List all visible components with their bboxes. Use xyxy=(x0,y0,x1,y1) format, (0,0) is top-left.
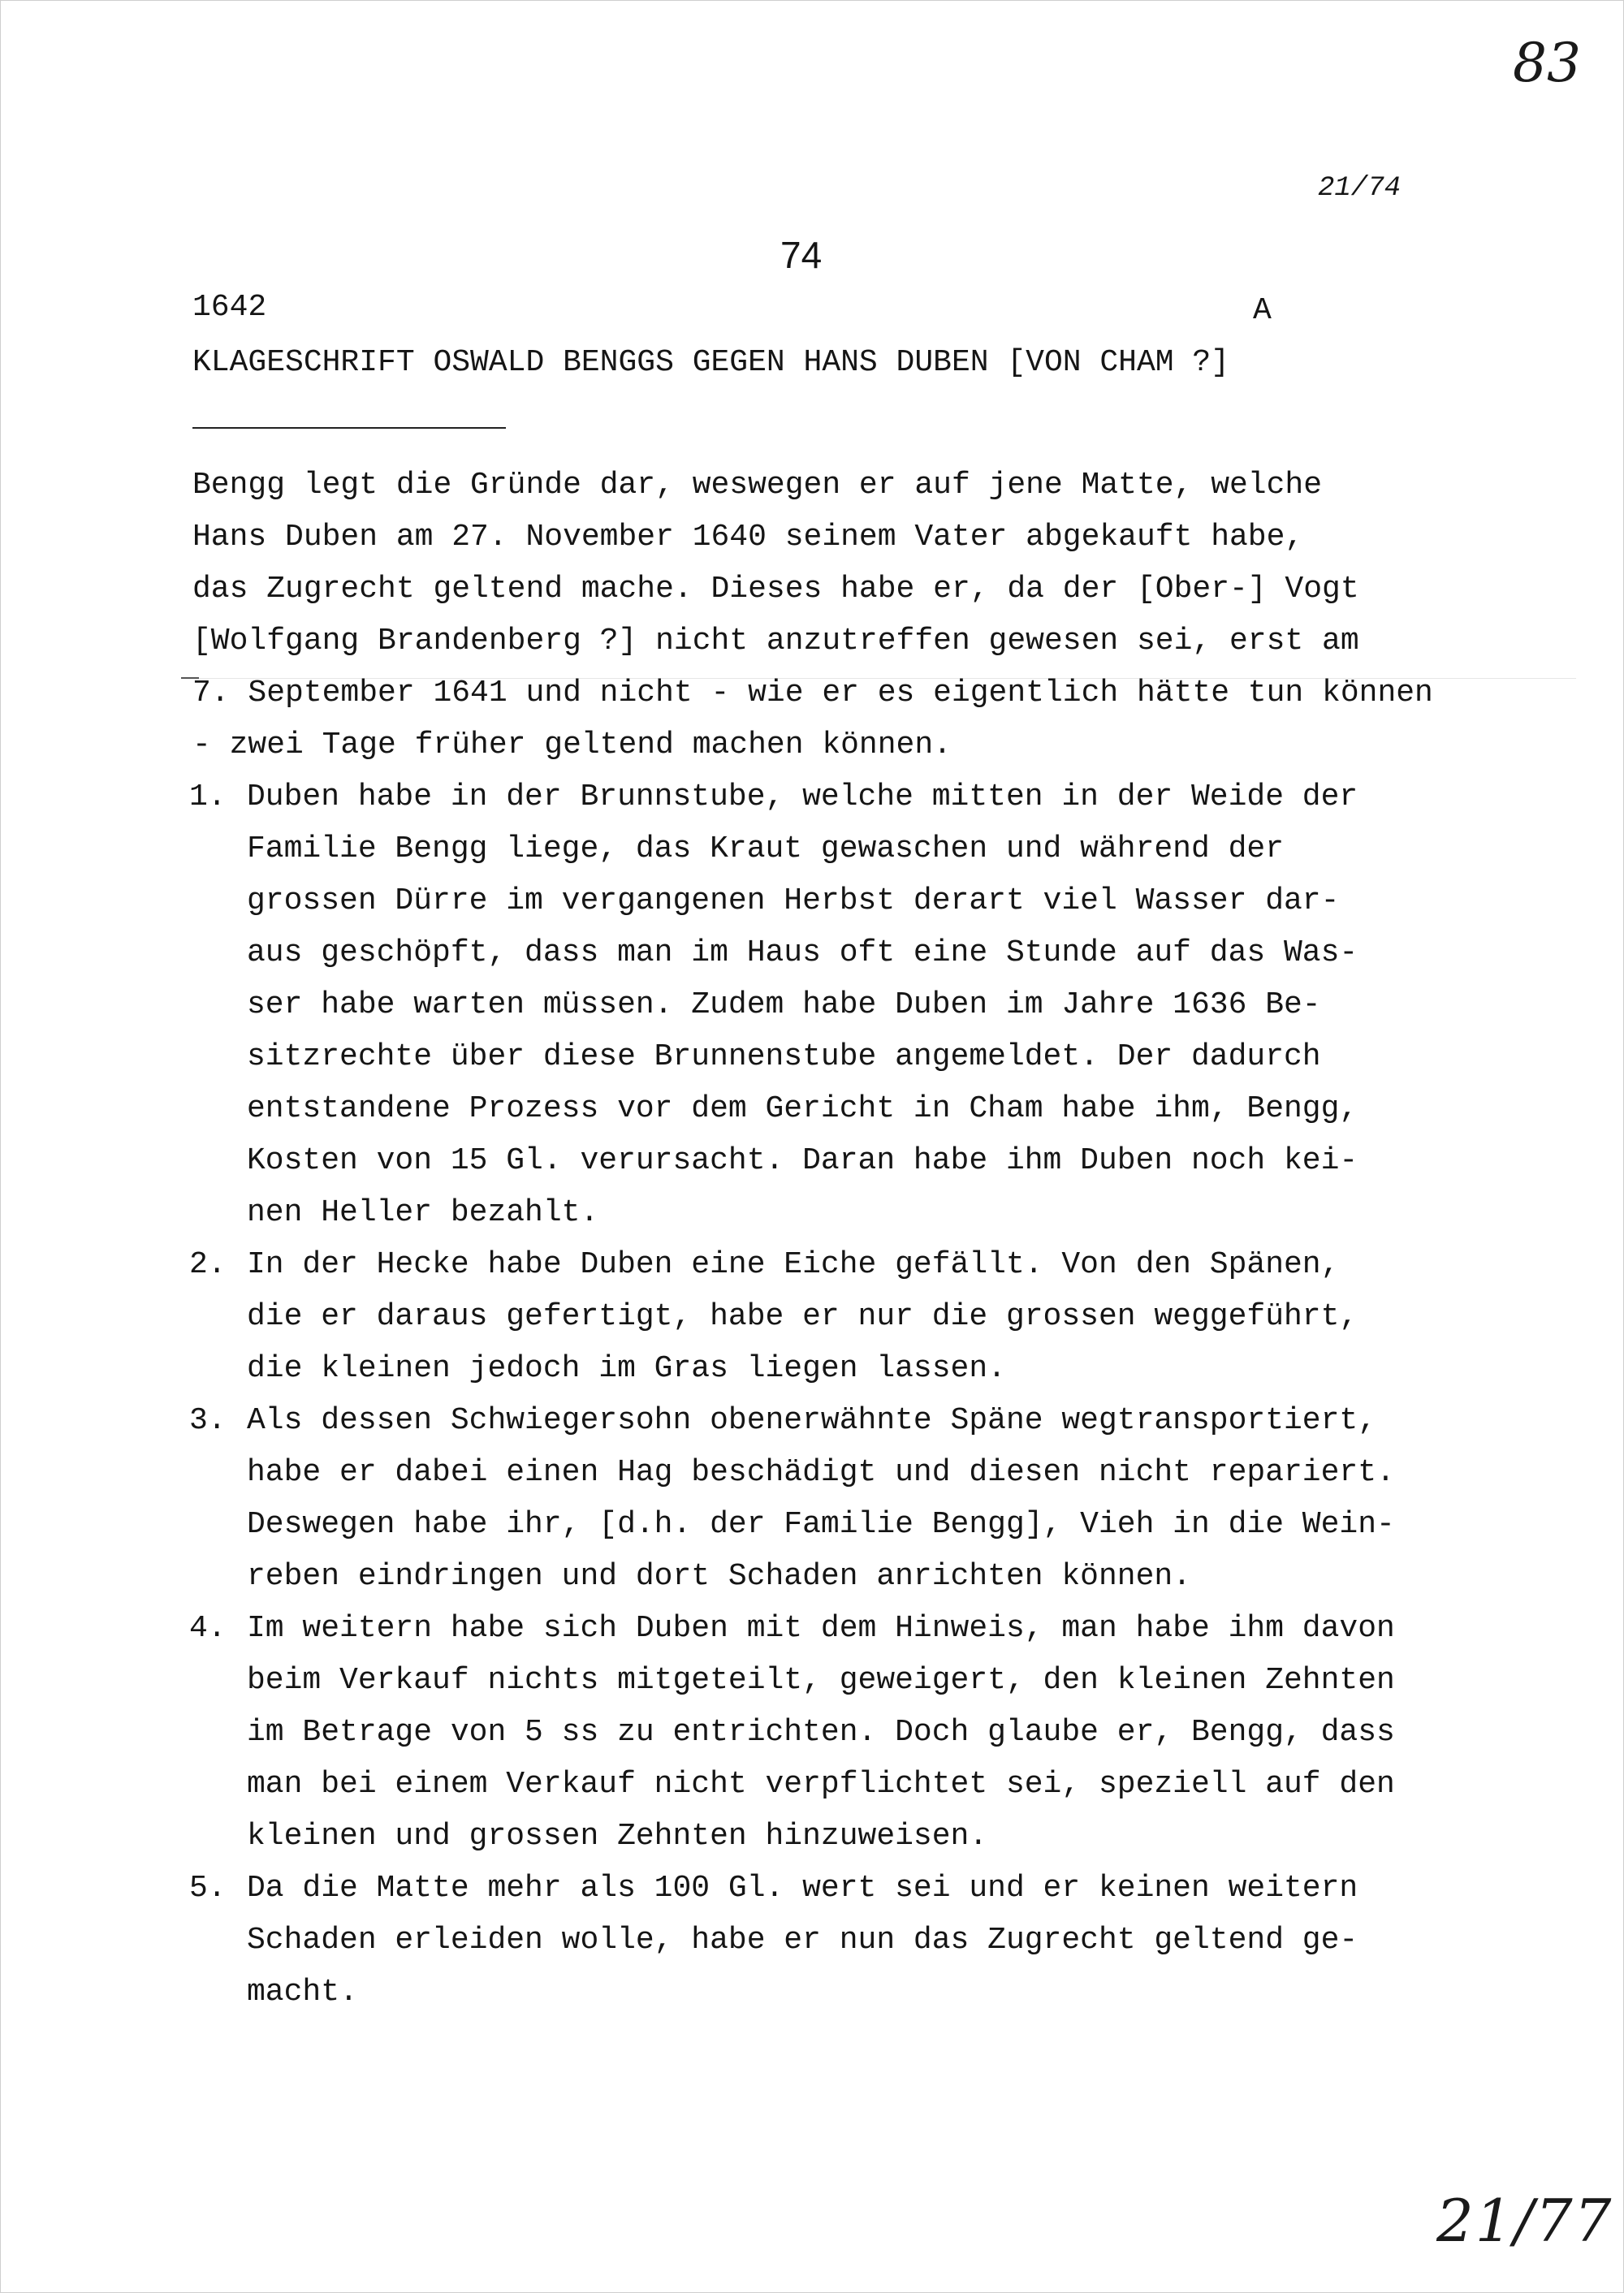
item-line: man bei einem Verkauf nicht verpflichtet sei, speziell auf den xyxy=(247,1767,1395,1802)
item-line: In der Hecke habe Duben eine Eiche gefällt. Von den Spänen, xyxy=(247,1247,1340,1282)
reference-code: 21/74 xyxy=(1318,173,1402,204)
item-line: Als dessen Schwiegersohn obenerwähnte Späne wegtransportiert, xyxy=(247,1403,1377,1438)
item-number: 3. xyxy=(189,1403,227,1438)
item-number: 4. xyxy=(189,1611,227,1646)
item-line: beim Verkauf nichts mitgeteilt, geweigert, den kleinen Zehnten xyxy=(247,1663,1395,1698)
title-underline xyxy=(192,427,506,429)
item-line: macht. xyxy=(247,1975,358,2010)
item-line: Im weitern habe sich Duben mit dem Hinweis, man habe ihm davon xyxy=(247,1611,1395,1646)
item-line: aus geschöpft, dass man im Haus oft eine Stunde auf das Was- xyxy=(247,935,1358,970)
intro-line: das Zugrecht geltend mache. Dieses habe er, da der [Ober-] Vogt xyxy=(192,572,1359,607)
document-year: 1642 xyxy=(192,290,267,325)
item-line: die kleinen jedoch im Gras liegen lassen. xyxy=(247,1351,1006,1386)
item-number: 5. xyxy=(189,1871,227,1906)
item-line: Deswegen habe ihr, [d.h. der Familie Bengg], Vieh in die Wein- xyxy=(247,1507,1395,1542)
intro-line: [Wolfgang Brandenberg ?] nicht anzutreffen gewesen sei, erst am xyxy=(192,624,1359,659)
item-line: Schaden erleiden wolle, habe er nun das Zugrecht geltend ge- xyxy=(247,1923,1358,1958)
item-line: im Betrage von 5 ss zu entrichten. Doch glaube er, Bengg, dass xyxy=(247,1715,1395,1750)
item-line: Da die Matte mehr als 100 Gl. wert sei und er keinen weitern xyxy=(247,1871,1358,1906)
intro-line: - zwei Tage früher geltend machen können. xyxy=(192,728,952,762)
item-number: 2. xyxy=(189,1247,227,1282)
section-letter: A xyxy=(1253,293,1272,328)
intro-line: 7. September 1641 und nicht - wie er es eigentlich hätte tun können xyxy=(192,676,1433,710)
item-line: die er daraus gefertigt, habe er nur die grossen weggeführt, xyxy=(247,1299,1358,1334)
document-title: KLAGESCHRIFT OSWALD BENGGS GEGEN HANS DUBEN [VON CHAM ?] xyxy=(192,345,1230,380)
item-line: Familie Bengg liege, das Kraut gewaschen und während der xyxy=(247,831,1285,866)
page-number: 74 xyxy=(780,234,823,276)
item-line: reben eindringen und dort Schaden anrichten können. xyxy=(247,1559,1191,1594)
intro-line: Bengg legt die Gründe dar, weswegen er auf jene Matte, welche xyxy=(192,468,1323,503)
item-line: sitzrechte über diese Brunnenstube angemeldet. Der dadurch xyxy=(247,1039,1321,1074)
item-number: 1. xyxy=(189,779,227,814)
item-line: habe er dabei einen Hag beschädigt und diesen nicht repariert. xyxy=(247,1455,1395,1490)
item-line: grossen Dürre im vergangenen Herbst derart viel Wasser dar- xyxy=(247,883,1340,918)
item-line: kleinen und grossen Zehnten hinzuweisen. xyxy=(247,1819,988,1854)
handwritten-archive-mark: 21/77 xyxy=(1436,2187,1613,2255)
item-line: Duben habe in der Brunnstube, welche mitten in der Weide der xyxy=(247,779,1358,814)
item-line: entstandene Prozess vor dem Gericht in Cham habe ihm, Bengg, xyxy=(247,1091,1358,1126)
item-line: Kosten von 15 Gl. verursacht. Daran habe ihm Duben noch kei- xyxy=(247,1143,1358,1178)
item-line: nen Heller bezahlt. xyxy=(247,1195,599,1230)
handwritten-folio-number: 83 xyxy=(1513,32,1581,94)
item-line: ser habe warten müssen. Zudem habe Duben im Jahre 1636 Be- xyxy=(247,987,1321,1022)
intro-line: Hans Duben am 27. November 1640 seinem Vater abgekauft habe, xyxy=(192,520,1304,555)
